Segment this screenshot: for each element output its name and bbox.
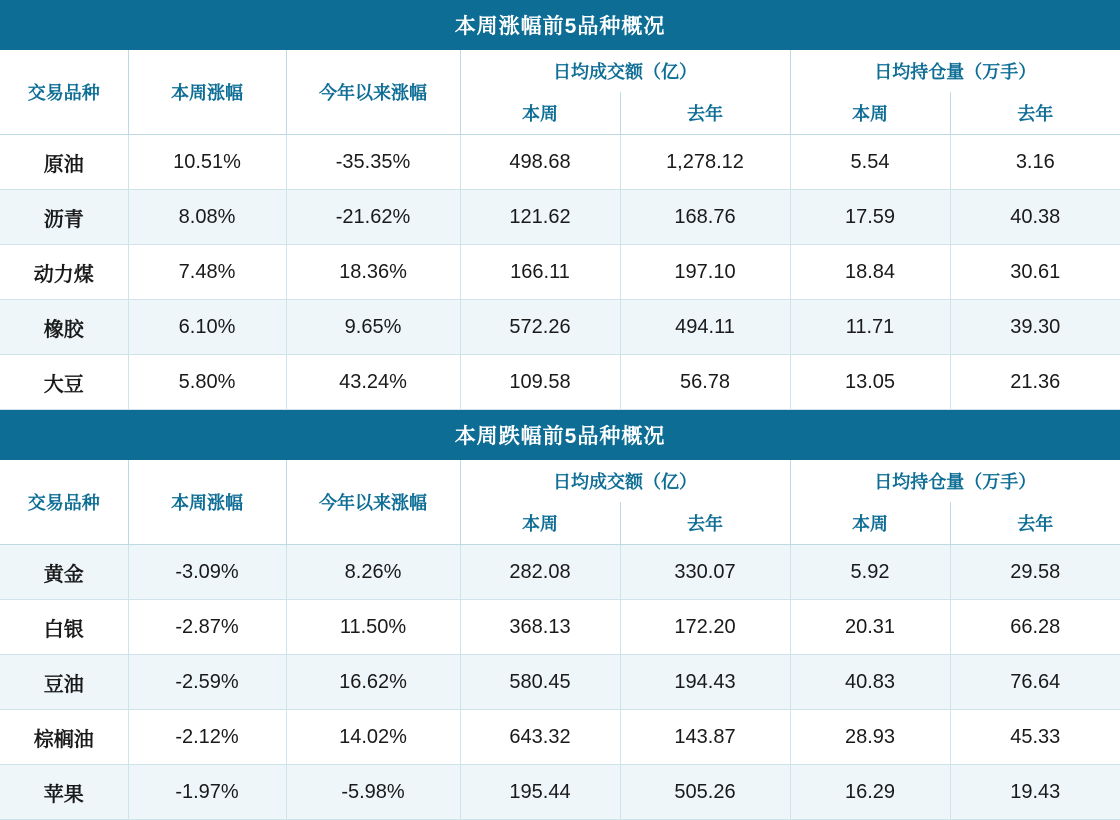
table-row: [0, 245, 1120, 300]
gainers-header-row-1: [0, 50, 1120, 92]
cell-turnover-lastyear: 56.78: [620, 355, 790, 410]
header-week-change: 本周涨幅: [128, 460, 286, 545]
cell-oi-week: 13.05: [790, 355, 950, 410]
cell-product: 动力煤: [0, 245, 128, 300]
header-oi-week: 本周: [790, 92, 950, 135]
cell-oi-week: 20.31: [790, 600, 950, 655]
cell-week-change: -2.87%: [128, 600, 286, 655]
header-group-turnover: 日均成交额（亿）: [460, 460, 790, 502]
header-turnover-week: 本周: [460, 502, 620, 545]
cell-oi-lastyear: 19.43: [950, 765, 1120, 820]
cell-turnover-week: 498.68: [460, 135, 620, 190]
cell-turnover-lastyear: 168.76: [620, 190, 790, 245]
cell-week-change: 7.48%: [128, 245, 286, 300]
cell-ytd-change: -35.35%: [286, 135, 460, 190]
header-group-turnover: 日均成交额（亿）: [460, 50, 790, 92]
cell-oi-lastyear: 76.64: [950, 655, 1120, 710]
cell-oi-lastyear: 45.33: [950, 710, 1120, 765]
cell-oi-week: 18.84: [790, 245, 950, 300]
header-oi-lastyear: 去年: [950, 502, 1120, 545]
cell-ytd-change: 14.02%: [286, 710, 460, 765]
gainers-title: 本周涨幅前5品种概况: [0, 0, 1120, 50]
cell-turnover-lastyear: 330.07: [620, 545, 790, 600]
cell-turnover-lastyear: 197.10: [620, 245, 790, 300]
table-row: [0, 545, 1120, 600]
losers-title: 本周跌幅前5品种概况: [0, 410, 1120, 460]
cell-product: 棕榈油: [0, 710, 128, 765]
header-ytd-change: 今年以来涨幅: [286, 460, 460, 545]
cell-week-change: 10.51%: [128, 135, 286, 190]
losers-table: [0, 410, 1120, 820]
header-ytd-change: 今年以来涨幅: [286, 50, 460, 135]
cell-turnover-week: 166.11: [460, 245, 620, 300]
header-product: 交易品种: [0, 460, 128, 545]
cell-ytd-change: 9.65%: [286, 300, 460, 355]
cell-turnover-week: 109.58: [460, 355, 620, 410]
cell-oi-week: 17.59: [790, 190, 950, 245]
header-turnover-week: 本周: [460, 92, 620, 135]
header-group-openinterest: 日均持仓量（万手）: [790, 460, 1120, 502]
cell-product: 沥青: [0, 190, 128, 245]
cell-week-change: -2.12%: [128, 710, 286, 765]
cell-week-change: -3.09%: [128, 545, 286, 600]
table-row: [0, 710, 1120, 765]
cell-turnover-week: 282.08: [460, 545, 620, 600]
cell-ytd-change: -5.98%: [286, 765, 460, 820]
losers-header-row-1: [0, 460, 1120, 502]
cell-turnover-lastyear: 494.11: [620, 300, 790, 355]
cell-ytd-change: 16.62%: [286, 655, 460, 710]
losers-title-row: [0, 410, 1120, 460]
header-week-change: 本周涨幅: [128, 50, 286, 135]
cell-turnover-lastyear: 1,278.12: [620, 135, 790, 190]
cell-product: 大豆: [0, 355, 128, 410]
cell-oi-lastyear: 30.61: [950, 245, 1120, 300]
cell-product: 原油: [0, 135, 128, 190]
cell-product: 橡胶: [0, 300, 128, 355]
cell-week-change: -2.59%: [128, 655, 286, 710]
table-row: [0, 655, 1120, 710]
cell-product: 苹果: [0, 765, 128, 820]
cell-turnover-lastyear: 143.87: [620, 710, 790, 765]
cell-turnover-lastyear: 194.43: [620, 655, 790, 710]
cell-ytd-change: 11.50%: [286, 600, 460, 655]
cell-oi-week: 28.93: [790, 710, 950, 765]
cell-product: 白银: [0, 600, 128, 655]
cell-turnover-week: 368.13: [460, 600, 620, 655]
cell-oi-week: 11.71: [790, 300, 950, 355]
header-oi-lastyear: 去年: [950, 92, 1120, 135]
cell-turnover-week: 580.45: [460, 655, 620, 710]
cell-oi-lastyear: 39.30: [950, 300, 1120, 355]
cell-ytd-change: 43.24%: [286, 355, 460, 410]
cell-ytd-change: 18.36%: [286, 245, 460, 300]
cell-turnover-week: 195.44: [460, 765, 620, 820]
cell-oi-lastyear: 29.58: [950, 545, 1120, 600]
cell-oi-week: 5.92: [790, 545, 950, 600]
cell-oi-lastyear: 40.38: [950, 190, 1120, 245]
cell-product: 豆油: [0, 655, 128, 710]
table-row: [0, 135, 1120, 190]
cell-turnover-week: 572.26: [460, 300, 620, 355]
header-oi-week: 本周: [790, 502, 950, 545]
cell-turnover-week: 643.32: [460, 710, 620, 765]
cell-week-change: 6.10%: [128, 300, 286, 355]
cell-ytd-change: -21.62%: [286, 190, 460, 245]
cell-oi-lastyear: 66.28: [950, 600, 1120, 655]
cell-ytd-change: 8.26%: [286, 545, 460, 600]
cell-oi-lastyear: 21.36: [950, 355, 1120, 410]
table-row: [0, 300, 1120, 355]
table-row: [0, 600, 1120, 655]
header-turnover-lastyear: 去年: [620, 92, 790, 135]
cell-week-change: 5.80%: [128, 355, 286, 410]
cell-oi-week: 5.54: [790, 135, 950, 190]
cell-turnover-week: 121.62: [460, 190, 620, 245]
table-row: [0, 190, 1120, 245]
cell-product: 黄金: [0, 545, 128, 600]
cell-week-change: 8.08%: [128, 190, 286, 245]
cell-oi-lastyear: 3.16: [950, 135, 1120, 190]
table-row: [0, 765, 1120, 820]
cell-week-change: -1.97%: [128, 765, 286, 820]
cell-oi-week: 16.29: [790, 765, 950, 820]
cell-oi-week: 40.83: [790, 655, 950, 710]
table-row: [0, 355, 1120, 410]
gainers-title-row: [0, 0, 1120, 50]
header-product: 交易品种: [0, 50, 128, 135]
cell-turnover-lastyear: 172.20: [620, 600, 790, 655]
header-turnover-lastyear: 去年: [620, 502, 790, 545]
cell-turnover-lastyear: 505.26: [620, 765, 790, 820]
header-group-openinterest: 日均持仓量（万手）: [790, 50, 1120, 92]
